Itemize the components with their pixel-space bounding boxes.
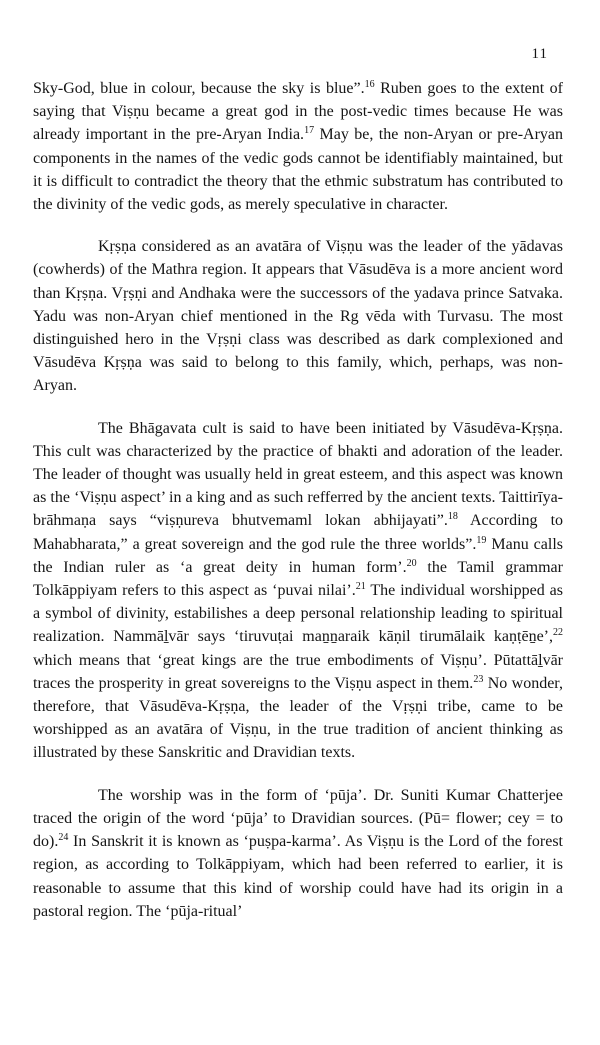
paragraph [33,784,563,923]
paragraph [33,235,563,397]
footnote-ref: 22 [553,627,563,639]
paragraph [33,77,563,216]
page-number: 11 [531,46,548,62]
text-run: Sky-God, blue in colour, because the sky is blue”. [33,80,365,97]
footnote-ref: 17 [304,125,315,137]
footnote-ref: 18 [447,511,458,523]
text-run: which means that ‘great kings are the true embodiments of Viṣṇu’. Pūtattāḻvār traces the prosperity in great sovereigns to the Viṣṇu aspect in them. [33,651,563,692]
text-run: The worship was in the form of ‘pūja’. Dr. Suniti Kumar Chatterjee traced the origin of the word ‘pūja’ to Dravidian sources. (Pū= flower; cey = to do). [33,786,563,851]
footnote-ref: 20 [406,557,417,569]
text-run: May be, the non-Aryan or pre-Aryan components in the names of the vedic gods cannot be identifiably maintained, but it is difficult to contradict the theory that the ethmic substratum has contributed to the divinity of the vedic gods, as merely speculative in character. [33,126,564,214]
text-run: the Tamil grammar Tolkāppiyam refers to this aspect as ‘puvai nilai’. [33,558,563,600]
body-text [33,77,563,942]
text-run: Manu calls the Indian ruler as ‘a great deity in human form’. [33,535,563,576]
text-run: The Bhāgavata cult is said to have been initiated by Vāsudēva-Kṛṣṇa. This cult was characterized by the practice of bhakti and adoration of the leader. The leader of thought was usually held in great esteem, and this aspect was known as the ‘Viṣṇu aspect’ in a king and as such refferred by the ancient texts. Taittirīya-brāhmaṇa says “viṣṇureva bhutvemaml lokan abhijayati”. [33,419,563,530]
text-run: Kṛṣṇa considered as an avatāra of Viṣṇu was the leader of the yādavas (cowherds) of the Mathra region. It appears that Vāsudēva is a more ancient word than Kṛṣṇa. Vṛṣṇi and Andhaka were the successors of the yadava prince Satvaka. Yadu was non-Aryan chief mentioned in the Rg vēda with Turvasu. The most distinguished hero in the Vṛṣṇi class was described as dark complexioned and Vāsudēva Kṛṣṇa was said to belong to this family, which, perhaps, was non-Aryan. [33,238,563,395]
paragraph [33,417,563,765]
footnote-ref: 21 [355,581,366,593]
footnote-ref: 16 [364,79,375,90]
text-run: Ruben goes to the extent of saying that Viṣṇu became a great god in the post-vedic times because He was already important in the pre-Aryan India. [33,80,564,144]
footnote-ref: 23 [473,673,484,685]
text-run: According to Mahabharata,” a great sovereign and the god rule the three worlds”. [33,512,564,553]
text-run: The individual worshipped as a symbol of divinity, estabilishes a deep personal relationship leading to spiritual realization. Nammāḻvār says ‘tiruvuṭai maṉṉaraik kāṇil tirumālaik kaṇṭēṉe’, [33,582,563,646]
text-run: No wonder, therefore, that Vāsudēva-Kṛṣṇa, the leader of the Vṛṣṇi tribe, came to be worshipped as an avatāra of Viṣṇu, in the true tradition of ancient thinking as illustrated by these Sanskritic and Dravidian texts. [33,674,563,762]
text-run: In Sanskrit it is known as ‘puṣpa-karma’. As Viṣṇu is the Lord of the forest region, as according to Tolkāppiyam, which had been referred to earlier, it is reasonable to assume that this kind of worship could have had its origin in a pastoral region. The ‘pūja-ritual’ [33,833,563,920]
footnote-ref: 24 [58,832,69,844]
footnote-ref: 19 [476,534,487,546]
